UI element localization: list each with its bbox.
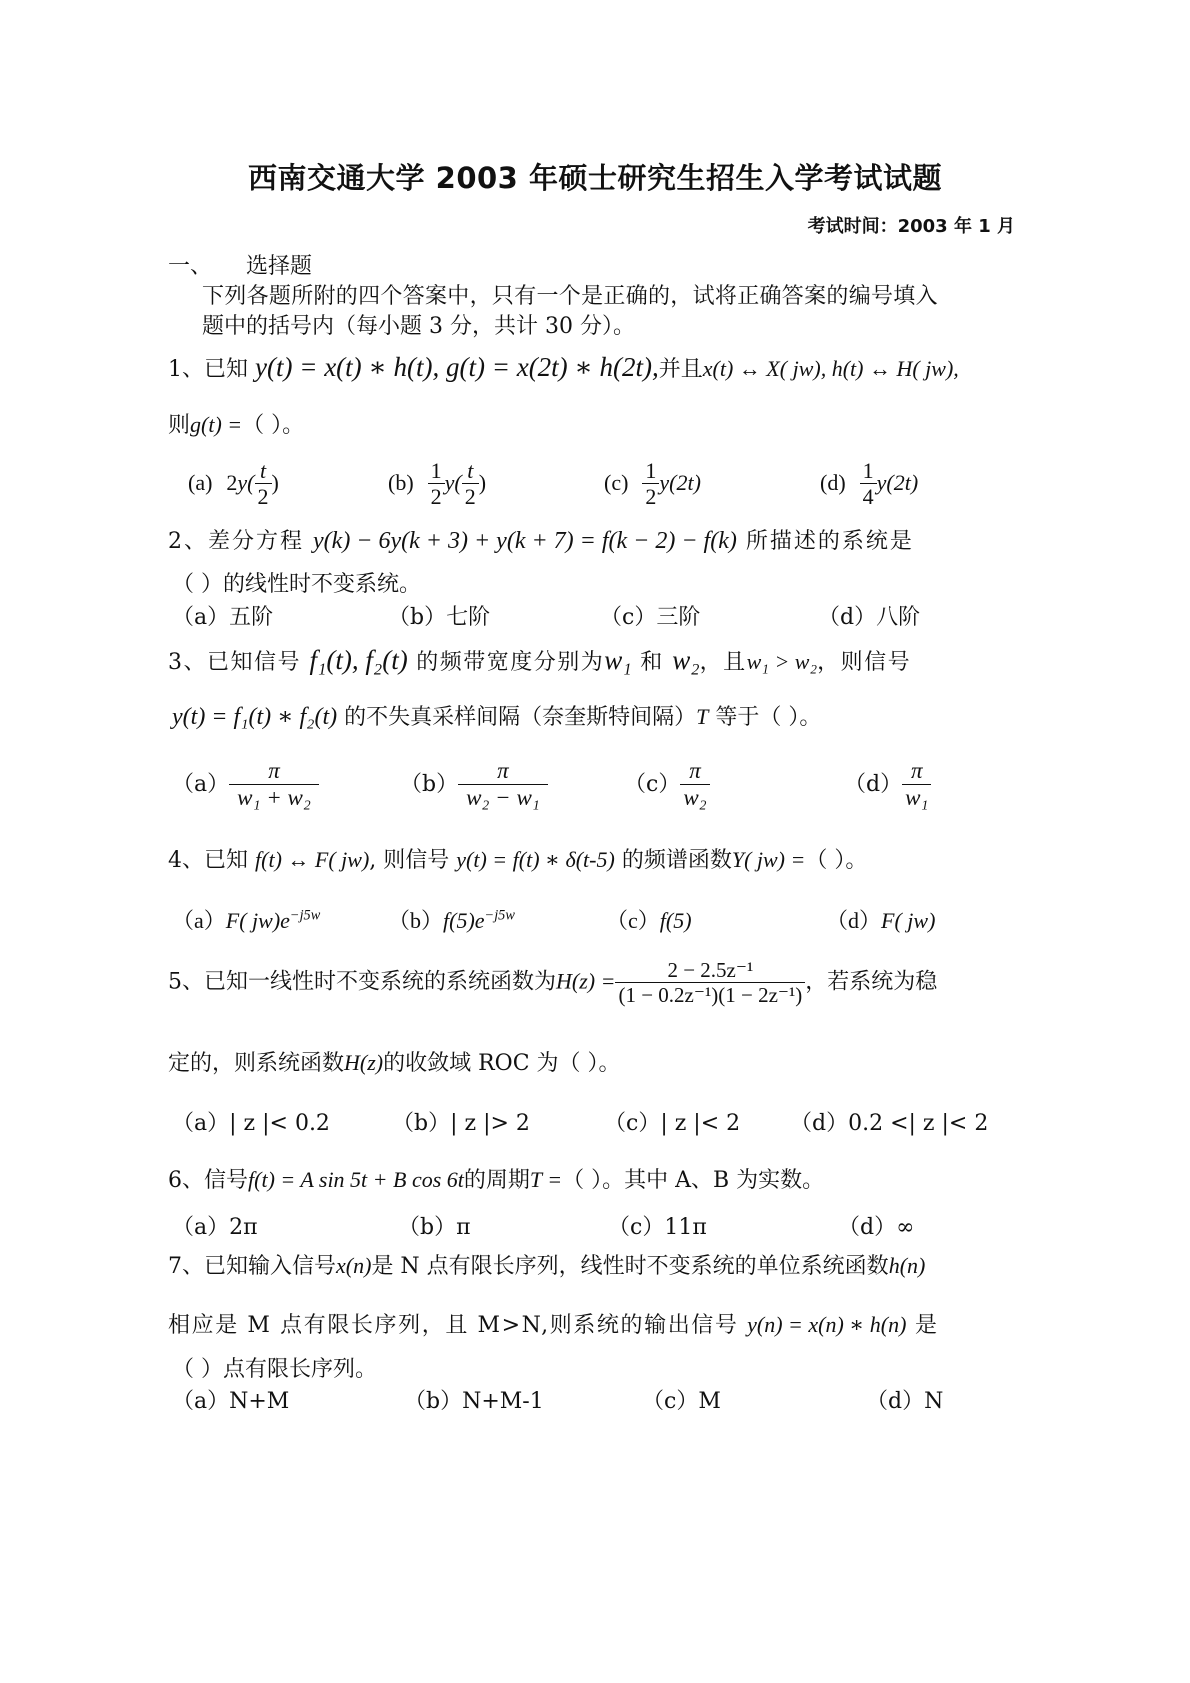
equation: h(n) <box>888 1253 926 1278</box>
question-number: 6、 <box>168 1168 204 1193</box>
option-5b: （b）| z |> 2 <box>392 1111 530 1136</box>
variable-T: T <box>696 704 709 729</box>
stem-text: 和 <box>640 650 664 675</box>
equation: x(t) ↔ X( jw), h(t) ↔ H( jw), <box>702 356 959 381</box>
option-2d: （d）八阶 <box>818 605 921 630</box>
fraction-numerator: π <box>689 758 701 783</box>
option-1b <box>388 458 486 510</box>
option-tail: ) <box>478 469 487 495</box>
fraction-denominator: w₁ <box>902 784 931 811</box>
equation: y(n) = x(n) ∗ h(n) <box>747 1312 907 1337</box>
stem-text: ，且 <box>699 650 747 675</box>
question-5-stem <box>168 958 937 1007</box>
equation: f(t) = A sin 5t + B cos 6t <box>248 1167 464 1192</box>
fraction-numerator: 1 <box>645 458 657 483</box>
fraction-numerator: 2 − 2.5z⁻¹ <box>667 958 754 982</box>
fraction-denominator: 2 <box>462 483 479 509</box>
stem-text: 的频带宽度分别为 <box>416 650 605 675</box>
option-6a: （a）2π <box>172 1215 258 1240</box>
stem-text: 已知 <box>204 357 249 382</box>
option-4b <box>388 904 515 935</box>
question-7-line3: （ ）点有限长序列。 <box>172 1357 377 1382</box>
exam-title: 西南交通大学 2003 年硕士研究生招生入学考试试题 <box>248 161 942 195</box>
equation: w₁ > w₂ <box>746 649 818 674</box>
question-number: 5、 <box>168 969 204 995</box>
equation: f(t) ↔ F( jw) <box>255 847 370 872</box>
fraction-denominator: w₂ <box>680 784 709 811</box>
stem-text: 并且 <box>658 357 703 382</box>
option-5a: （a）| z |< 0.2 <box>172 1111 330 1136</box>
option-6c: （c）11π <box>608 1215 707 1240</box>
option-label: （a） <box>172 771 230 797</box>
option-label: (a) <box>188 469 213 495</box>
stem-text: 的周期 <box>463 1168 530 1193</box>
fraction-numerator: 1 <box>430 458 442 483</box>
option-coef-fraction <box>860 458 877 510</box>
option-fraction <box>902 758 931 812</box>
fraction-denominator: 2 <box>642 483 659 509</box>
option-3c <box>624 758 710 812</box>
question-7-line1 <box>168 1251 925 1282</box>
stem-text: ，若系统为稳 <box>805 969 938 995</box>
option-6b: （b）π <box>398 1215 471 1240</box>
equation: f₁(t), f₂(t) <box>309 645 408 675</box>
section-instructions-line2: 题中的括号内（每小题 3 分，共计 30 分）。 <box>202 314 635 339</box>
option-4a <box>172 904 320 935</box>
option-label: （b） <box>388 908 444 933</box>
fraction-numerator: 1 <box>862 458 874 483</box>
section-instructions-line1: 下列各题所附的四个答案中，只有一个是正确的，试将正确答案的编号填入 <box>202 284 938 309</box>
equation: x(n) <box>336 1253 372 1278</box>
option-fn: y(2t) <box>659 469 701 495</box>
option-7b: （b）N+M-1 <box>404 1389 544 1414</box>
option-tail: ) <box>271 469 279 495</box>
fraction-denominator: w₂ − w₁ <box>458 784 548 811</box>
stem-text: 的频谱函数 <box>621 848 732 873</box>
stem-text: 则 <box>168 413 191 438</box>
stem-text: 定的，则系统函数 <box>168 1051 345 1076</box>
option-expression: F( jw)e <box>225 908 290 933</box>
equation: y(t) = f(t) ∗ δ(t-5) <box>456 847 615 872</box>
option-fn: y( <box>444 469 462 495</box>
question-number: 4、 <box>168 848 204 873</box>
option-label: （c） <box>606 908 660 933</box>
fraction-numerator: π <box>497 758 509 783</box>
section-number: 一、 <box>168 254 213 279</box>
option-2c: （c）三阶 <box>600 605 701 630</box>
fraction-denominator: 4 <box>860 483 877 509</box>
option-expression: f(5)e <box>443 908 485 933</box>
question-3-line2 <box>172 702 821 733</box>
fraction-numerator: t <box>259 458 267 483</box>
equation: H(z) <box>344 1050 384 1075</box>
option-fn: y(2t) <box>876 469 919 495</box>
question-7-line2 <box>168 1310 939 1341</box>
equation: y(t) = f₁(t) ∗ f₂(t) <box>172 704 338 730</box>
equation: H(z) = <box>556 968 616 994</box>
stem-text: （ ）。其中 A、B 为实数。 <box>562 1168 825 1193</box>
section-name: 选择题 <box>246 254 313 279</box>
option-label: （d） <box>826 908 882 933</box>
variable-w2: w₂ <box>672 645 700 675</box>
answer-blank: （ ）。 <box>805 848 868 873</box>
stem-text: 已知信号 <box>207 650 302 675</box>
question-number: 2、 <box>168 529 208 554</box>
fraction-numerator: π <box>268 758 280 783</box>
option-label: （d） <box>844 771 903 797</box>
option-7c: （c）M <box>642 1389 721 1414</box>
stem-text: ，则信号 <box>817 650 912 675</box>
stem-text: 等于（ ）。 <box>715 705 822 730</box>
option-1c <box>604 458 701 510</box>
fraction-denominator: w₁ + w₂ <box>229 784 319 811</box>
question-number: 3、 <box>168 650 207 675</box>
stem-text: 已知 <box>204 848 249 873</box>
stem-text: 是 <box>915 1313 939 1338</box>
option-1d <box>820 458 918 510</box>
stem-text: 所描述的系统是 <box>745 529 914 554</box>
fraction-numerator: π <box>911 758 923 783</box>
option-expression: F( jw) <box>881 908 936 933</box>
stem-text: 的收敛域 ROC 为（ ）。 <box>383 1051 621 1076</box>
option-6d: （d）∞ <box>838 1215 915 1240</box>
fraction-numerator: t <box>467 458 474 483</box>
option-2b: （b）七阶 <box>388 605 491 630</box>
fraction-denominator: 2 <box>428 483 445 509</box>
variable-w1: w₁ <box>604 645 632 675</box>
question-6-stem <box>168 1165 824 1196</box>
option-3a <box>172 758 319 812</box>
option-4c <box>606 904 692 935</box>
option-fraction <box>229 758 319 812</box>
option-5c: （c）| z |< 2 <box>604 1111 741 1136</box>
stem-text: 相应是 M 点有限长序列，且 M>N,则系统的输出信号 <box>168 1313 739 1338</box>
answer-blank: （ ）。 <box>242 413 305 438</box>
option-coef: 2 <box>226 469 238 495</box>
option-fraction <box>255 458 272 510</box>
option-2a: （a）五阶 <box>172 605 274 630</box>
stem-text: 已知输入信号 <box>204 1254 337 1279</box>
question-1-stem <box>168 352 959 385</box>
stem-text: 已知一线性时不变系统的系统函数为 <box>204 969 557 995</box>
question-1-line2 <box>168 410 304 441</box>
option-fn: y( <box>237 469 255 495</box>
option-fraction <box>680 758 709 812</box>
option-5d: （d）0.2 <| z |< 2 <box>790 1111 989 1136</box>
transfer-function-fraction <box>615 958 805 1007</box>
option-exponent: −j5w <box>289 907 321 924</box>
stem-text: 是 N 点有限长序列，线性时不变系统的单位系统函数 <box>371 1254 889 1279</box>
option-label: （a） <box>172 908 226 933</box>
option-4d <box>826 904 935 935</box>
fraction-denominator: 2 <box>255 483 272 509</box>
stem-text: 差分方程 <box>208 529 305 554</box>
option-coef-fraction <box>428 458 445 510</box>
option-expression: f(5) <box>659 908 692 933</box>
fraction-denominator: (1 − 0.2z⁻¹)(1 − 2z⁻¹) <box>615 982 805 1007</box>
equation: y(k) − 6y(k + 3) + y(k + 7) = f(k − 2) − f(k) <box>313 528 737 554</box>
option-label: （b） <box>400 771 459 797</box>
option-coef-fraction <box>642 458 659 510</box>
option-label: (d) <box>820 469 846 495</box>
option-exponent: −j5w <box>484 907 515 924</box>
option-label: (b) <box>388 469 414 495</box>
option-label: （c） <box>624 771 681 797</box>
option-label: (c) <box>604 469 629 495</box>
equation: g(t) = <box>190 412 243 437</box>
question-2-stem <box>168 526 914 557</box>
option-fraction <box>462 458 479 510</box>
exam-time: 考试时间：2003 年 1 月 <box>807 216 1015 237</box>
equation: T = <box>529 1167 563 1192</box>
option-7a: （a）N+M <box>172 1389 290 1414</box>
stem-text: 的不失真采样间隔（奈奎斯特间隔） <box>344 705 697 730</box>
option-fraction <box>458 758 548 812</box>
question-5-line2 <box>168 1048 621 1079</box>
equation: Y( jw) = <box>731 847 806 872</box>
question-number: 1、 <box>168 357 204 382</box>
question-4-stem <box>168 845 867 876</box>
stem-text: 信号 <box>204 1168 249 1193</box>
question-number: 7、 <box>168 1254 204 1279</box>
question-3-stem <box>168 645 911 678</box>
option-3d <box>844 758 931 812</box>
option-1a <box>188 458 279 510</box>
option-7d: （d）N <box>866 1389 944 1414</box>
option-3b <box>400 758 548 812</box>
equation: y(t) = x(t) ∗ h(t), g(t) = x(2t) ∗ h(2t), <box>255 352 659 382</box>
question-2-line2: （ ）的线性时不变系统。 <box>172 572 421 597</box>
stem-text: , 则信号 <box>369 848 450 873</box>
